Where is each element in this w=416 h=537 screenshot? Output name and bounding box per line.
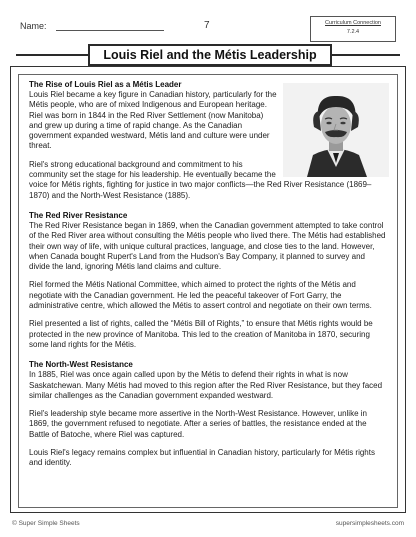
portrait-photo-icon: [283, 83, 389, 177]
name-label: Name:: [20, 21, 47, 31]
page-footer: [12, 520, 404, 527]
section-heading: The Red River Resistance: [29, 210, 128, 220]
curriculum-connection-box: [310, 16, 396, 42]
curriculum-connection-title: Curriculum Connection: [325, 20, 381, 26]
section-heading: The North-West Resistance: [29, 360, 133, 370]
paragraph: Louis Riel's legacy remains complex but influential in Canadian history, particularly for Métis rights and identity.: [29, 448, 375, 468]
copyright-text: © Super Simple Sheets: [12, 520, 80, 527]
louis-riel-portrait: [283, 83, 389, 177]
worksheet-header: [8, 14, 408, 44]
paragraph: The Red River Resistance began in 1869, when the Canadian government attempted to take control of the Red River area without consulting the Métis people who lived there. The Métis had established their own way of life, with unique cultural practices, language, and close ties to the land. However, when Canada bought Rupert's Land from the Hudson's Bay Company, it planned to survey and divide the land, ignoring Métis land claims and culture.: [29, 220, 386, 272]
paragraph: In 1885, Riel was once again called upon by the Métis to defend their rights in what is now Saskatchewan. Many Métis had moved to this region after the Red River Resistance, but they faced similar challenges as the Canadian government expanded westward.: [29, 370, 383, 400]
paragraph: Riel presented a list of rights, called the “Métis Bill of Rights,” to ensure that Métis rights would be protected in the new province of Manitoba. This led to the creation of Manitoba in 1870, securing some land rights for the Métis.: [29, 319, 373, 349]
paragraph: Louis Riel became a key figure in Canadian history, particularly for the Métis people, who are of mixed Indigenous and European heritage. Riel was born in 1844 in the Red River Settlement (now Manitoba) and grew up during a time of rapid change. As the Canadian government expanded westward, Métis land and culture were under threat.: [29, 90, 277, 151]
title-bar: [8, 44, 408, 66]
curriculum-connection-code: 7.2.4: [346, 29, 360, 35]
paragraph: Riel's leadership style became more assertive in the North-West Resistance. However, unlike in 1869, the government refused to negotiate. After a series of battles, the resistance ended at the Battle of Batoche, where Riel was captured.: [29, 409, 367, 439]
name-blank-line[interactable]: [56, 30, 164, 31]
reading-passage: [18, 74, 398, 508]
section-heading: The Rise of Louis Riel as a Métis Leader: [29, 80, 182, 89]
paragraph: Riel's strong educational background and commitment to his community set the stage for his leadership. He eventually became the voice for Métis rights, fighting for justice in two major conflicts—the Red River Resistance (1869–1870) and the North-West Resistance (1885).: [29, 159, 372, 200]
page-title: Louis Riel and the Métis Leadership: [88, 44, 332, 66]
page-number: 7: [204, 20, 210, 31]
paragraph: Riel formed the Métis National Committee, which aimed to protect the rights of the Métis and negotiate with the Canadian government. He led the peaceful takeover of Fort Garry, the administrative centre, which allowed the Métis to assert control and negotiate on their own terms.: [29, 280, 372, 311]
website-link[interactable]: supersimplesheets.com: [335, 520, 404, 527]
